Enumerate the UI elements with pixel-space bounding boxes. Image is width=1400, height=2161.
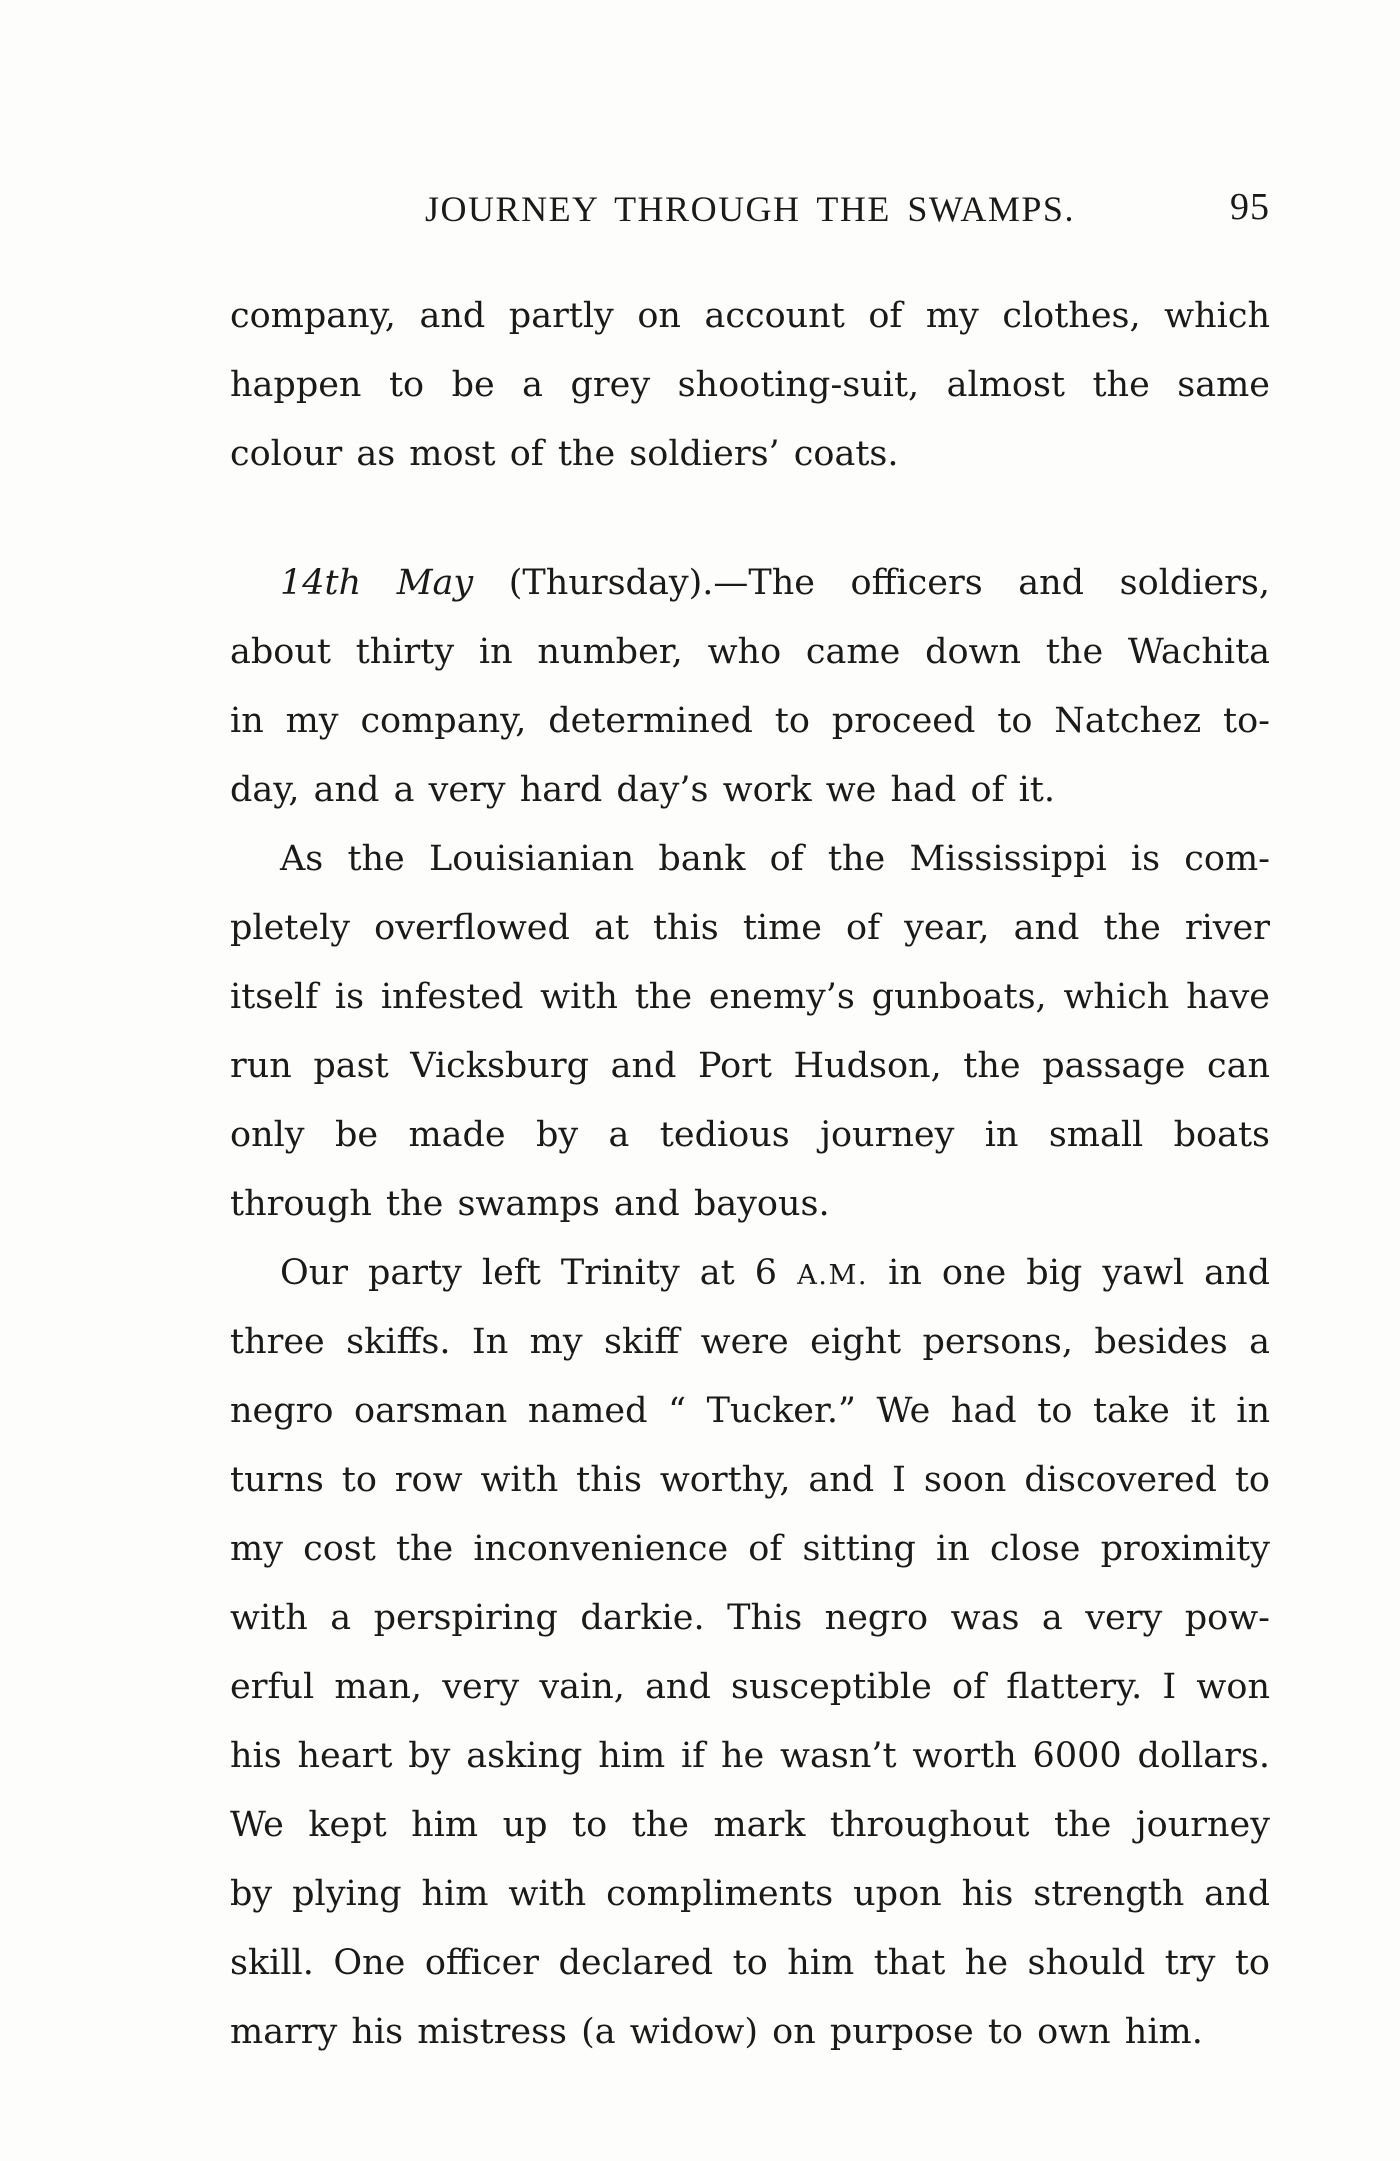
text-line — [230, 351, 1270, 420]
text-run: erful man, very vain, and susceptible of flattery. I won — [230, 1667, 1270, 1707]
text-run: skill. One officer declared to him that he should try to — [230, 1943, 1270, 1983]
text-line — [230, 1791, 1270, 1860]
text-line — [230, 549, 1270, 618]
text-line — [230, 1998, 1270, 2067]
text-run: marry his mistress (a widow) on purpose to own him. — [230, 2012, 1203, 2052]
text-run: in my company, determined to proceed to Natchez to- — [230, 701, 1270, 741]
text-line — [230, 1032, 1270, 1101]
text-run: 14th May — [280, 563, 474, 603]
page-header — [230, 188, 1270, 234]
text-run: A.M. — [797, 1260, 869, 1291]
text-line — [230, 894, 1270, 963]
text-line — [230, 1860, 1270, 1929]
text-line — [230, 282, 1270, 351]
paragraph — [230, 825, 1270, 1239]
text-line — [230, 687, 1270, 756]
text-run: his heart by asking him if he wasn’t worth 6000 dollars. — [230, 1736, 1270, 1776]
text-run: my cost the inconvenience of sitting in close proximity — [230, 1529, 1270, 1569]
text-run: happen to be a grey shooting-suit, almost the same — [230, 365, 1270, 405]
text-line — [230, 1653, 1270, 1722]
text-line — [230, 1308, 1270, 1377]
text-run: day, and a very hard day’s work we had of it. — [230, 770, 1055, 810]
text-line — [230, 618, 1270, 687]
running-title: JOURNEY THROUGH THE SWAMPS. — [425, 189, 1075, 229]
text-run: through the swamps and bayous. — [230, 1184, 830, 1224]
text-run: by plying him with compliments upon his strength and — [230, 1874, 1270, 1914]
text-line — [230, 1722, 1270, 1791]
text-line — [230, 756, 1270, 825]
text-run: run past Vicksburg and Port Hudson, the passage can — [230, 1046, 1270, 1086]
text-run: turns to row with this worthy, and I soon discovered to — [230, 1460, 1270, 1500]
text-line — [230, 1446, 1270, 1515]
text-run: Our party left Trinity at 6 — [280, 1253, 798, 1293]
page-number: 95 — [1230, 186, 1270, 228]
text-line — [230, 1239, 1270, 1308]
paragraph — [230, 549, 1270, 825]
text-run: We kept him up to the mark throughout the journey — [230, 1805, 1270, 1845]
text-run: company, and partly on account of my clothes, which — [230, 296, 1270, 336]
text-line — [230, 1515, 1270, 1584]
text-line — [230, 1377, 1270, 1446]
text-run: itself is infested with the enemy’s gunboats, which have — [230, 977, 1270, 1017]
text-run: in one big yawl and — [868, 1253, 1270, 1293]
text-run: with a perspiring darkie. This negro was a very pow- — [230, 1598, 1270, 1638]
text-line — [230, 1170, 1270, 1239]
text-line — [230, 825, 1270, 894]
text-line — [230, 1929, 1270, 1998]
paragraph — [230, 282, 1270, 489]
text-run: three skiffs. In my skiff were eight persons, besides a — [230, 1322, 1270, 1362]
text-run: about thirty in number, who came down the Wachita — [230, 632, 1270, 672]
text-run: negro oarsman named “ Tucker.” We had to take it in — [230, 1391, 1270, 1431]
paragraph — [230, 1239, 1270, 2067]
text-run: (Thursday).—The officers and soldiers, — [473, 563, 1270, 603]
text-run: pletely overflowed at this time of year, and the river — [230, 908, 1270, 948]
page-body — [230, 282, 1270, 2067]
text-run: colour as most of the soldiers’ coats. — [230, 434, 899, 474]
text-run: only be made by a tedious journey in small boats — [230, 1115, 1270, 1155]
text-line — [230, 1101, 1270, 1170]
text-line — [230, 420, 1270, 489]
text-run: As the Louisianian bank of the Mississippi is com- — [280, 839, 1270, 879]
text-line — [230, 963, 1270, 1032]
text-line — [230, 1584, 1270, 1653]
